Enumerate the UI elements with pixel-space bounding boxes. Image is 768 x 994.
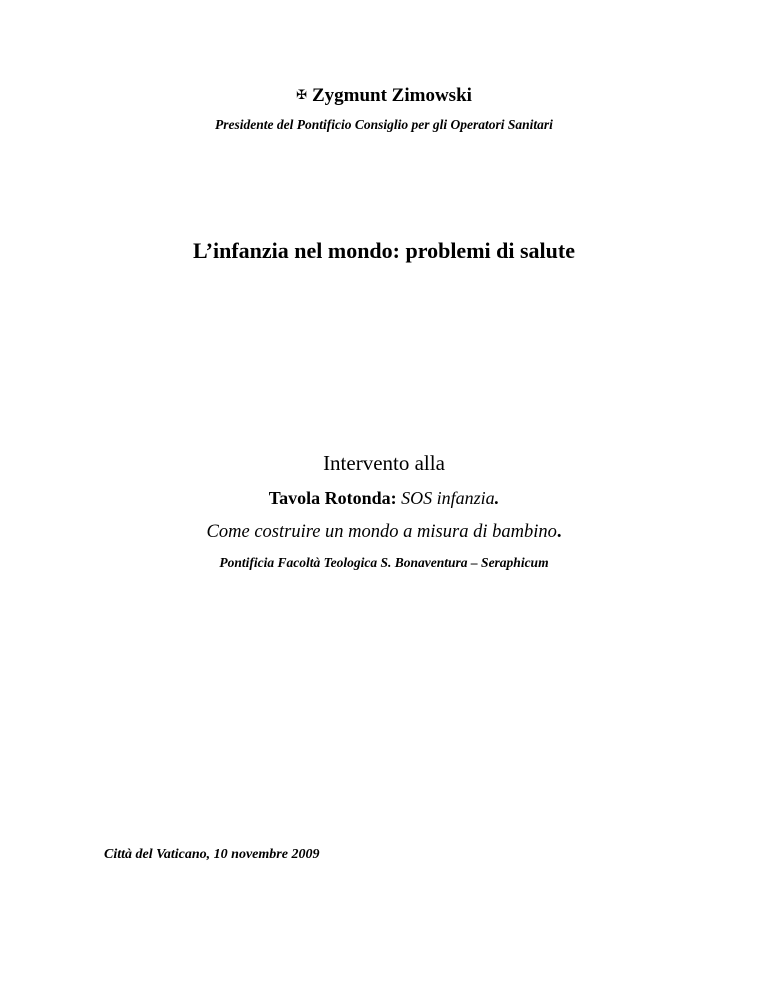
document-title: L’infanzia nel mondo: problemi di salute (192, 238, 575, 263)
venue: Pontificia Facoltà Teologica S. Bonaventura – Seraphicum (219, 555, 549, 570)
round-table-topic: SOS infanzia (396, 488, 495, 508)
author-role: Presidente del Pontificio Consiglio per gli Operatori Sanitari (215, 117, 553, 132)
event-subtitle-end: . (556, 522, 562, 542)
event-subtitle-line (0, 523, 768, 542)
round-table-topic-end: . (494, 488, 500, 508)
cross-icon: ✠ (296, 87, 307, 102)
round-table-line (0, 489, 768, 507)
event-subtitle: Come costruire un mondo a misura di bambino (206, 522, 557, 542)
author-line (0, 86, 768, 105)
intervention-intro: Intervento alla (323, 451, 445, 475)
author-name: Zygmunt Zimowski (311, 85, 472, 106)
place-date: Città del Vaticano, 10 novembre 2009 (104, 847, 320, 862)
round-table-label: Tavola Rotonda: (268, 488, 397, 508)
